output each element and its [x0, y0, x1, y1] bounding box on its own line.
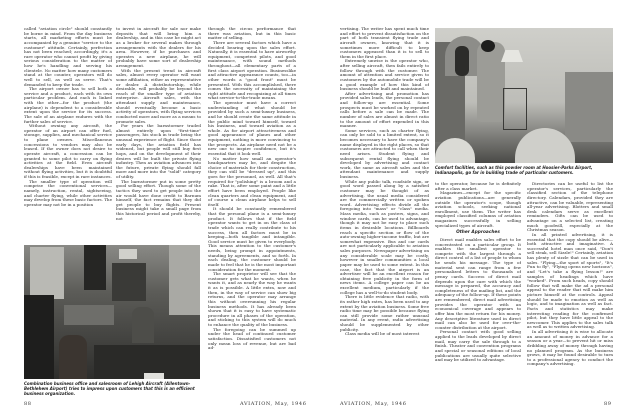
paragraph: Some services, such as charter flying, can only be sold to a limited extent, so it becomes necessary to have the company's name displayed in the right places, so that customers are attracted to call when their need arises. Student flying and subsequent rental flying should be developed by advertising and contact work, the same as aircraft sales and the attendant maintenance and supply business.: [340, 127, 429, 179]
office-photo: [24, 245, 200, 379]
paragraph: to the operator, because he is definitely after a class market.: [435, 182, 521, 191]
powder-room-photo-caption: Comfort facilities, such as this powder room at Hoosier-Parks Airport, Indianapolis, go far in building trade of particular customers.: [435, 165, 593, 175]
paragraph: In all advertising it is wise to allocate an amount of money in advance for a season or a year—to prevent hit or miss dribbling away of money through having no planned program. As the business grows, it may be found desirable to turn to a professional agency to conduct the company's advertising.: [527, 329, 613, 367]
paragraph: The smart proprietor will see that the customer gets what he wants, when he wants it, and as nearly the way he wants it as is possible. A little extra, now and then, in the way of service can show big returns, and the operator may arrange this without overrunning his regular business methods. It has already been shown that it is easy to have systematic procedure in all phases of the operation, and sticking to this system will do much to enhance the quality of the business.: [208, 271, 296, 327]
paragraph: It should be constantly remembered that the personal plane is a semi-luxury product. It follows that if the field operator wants to get in on the class of trade which can really contribute to his success, then all factors must be in keeping—both tangible and intangible. Good service must be given to everybody. This means attention to the customer's needs, being prompt in appointments, standing by agreements, and so forth. In each dealing, the customer should be made to feel that he is the most important consideration for the moment.: [208, 206, 296, 272]
right-page-number: 89: [604, 401, 612, 407]
paragraph: No matter how small an operator's headquarters may be, and despite the choice of materials for their construction, they can still be "dressed up", and this goes for the personnel, as well. All that's required for "polishing" is a broom and a rake. That is, after some paint and a little effort have been employed. People like clean quarters and clean equipment, and of course a clean airplane helps to sell itself.: [208, 155, 296, 207]
paragraph: While any public talk, roadside sign, or good word passed along by a satisfied customer may be thought of as advertising, the usual media considered are the commercially written or spoken word. Advertising effects divide all the foregoing into "mass" or "class" media. Mass media, such as posters, signs, and window cards, can be used to advantage, though it may not be easy to place such items in desirable locations. Billboards reach a specific section or flow of the auto-owning higher-income traffic, but are somewhat expensive. Bus and car cards are not particularly applicable to aviation sales purposes. Newspaper advertising on any considerable scale may be costly, however in smaller communities a local paper may be used to some extent. In this case, the fact that the airport is an advertiser will be an excellent reason for obtaining free publicity in the form of news items. A college paper can be an excellent medium, particularly if the college has a well-to-do student body.: [340, 178, 429, 295]
paragraph: For years the barnstormer traded almost entirely upon "first-time" passengers, his stock in trade being the unusual experience of flight. Since those early days, the aviation field has widened, but people will still buy first hops, and on the development of their desires will be built the private flying industry. Then as aviation advances into the future, private flying should fall more and more into the "solid" category of utility.: [116, 123, 201, 179]
left-column-2: [116, 27, 201, 239]
paragraph: The smaller type of operation will comprise the conventional services—namely, instruction, rental, sightseeing, and charter flying, while other activities may develop from these basic factors. The operator may not be in a position: [24, 178, 112, 207]
right-column-1: [340, 27, 429, 379]
paragraph: Direct mail enables sales effort to be concentrated on a particular group. It enables the smallest operator to compete with the largest through a direct control of a list of people to whom he sends his message. The type of material sent can range from a few personalized letters to thousands of penny cards. Success of direct mail depends upon the care with which the message is prepared, the accuracy and completeness of the mailing list, and the adequacy of the follow-up. If these points are remembered, direct mail advertising provides the operator with an economical coverage and appears to offer him the most return for his money. Any descriptive literature used in direct mail can also be used for over-the-counter distribution at the airport.: [435, 236, 521, 330]
subheading-other-approaches: Other Approaches: [456, 230, 500, 236]
office-photo-caption: Combination business office and salesroom of Lehigh Aircraft (Allentown-Bethlehem Airport) tries to impress upon customers that this is an efficient business organization.: [24, 381, 195, 396]
paragraph: The foregoing can be summed up under the head of continued customer satisfaction. Dissatisfied customers not only mean loss of revenue, but are bad ad-: [208, 326, 296, 351]
paragraph: There is little evidence that radio, with its rather high rates, has been used to any extent by the aviation business. Some free radio time may be possible because flying can still provide some rather unusual material. In any event, radio advertising should be supplemented by other publicity.: [340, 294, 429, 332]
paragraph: With the present trend in aircraft sales, almost every operator will want some affiliation, either as representative or dealer. A distributorship, while desirable, will probably be beyond the reach of the smaller type of aviation enterprise. Aircraft sales, with the attendant supply and maintenance, should eventually become a basic activity of operators, with flying services conducted more and more as a means to promote sales.: [116, 67, 201, 124]
paragraph: Directories can be useful to list the operator's services, particularly the classified section of the telephone directory. Calendars, provided they are attractive, can be valuable, representing all-year advertising. Blotters and small desk calendars serve as excellent reminders. Gifts can be used to advantage on a selected list, creating much goodwill, especially at the Christmas season.: [527, 182, 613, 233]
paragraph: Personal contact with good selling applied to the leads developed by direct mail, may carry the sale through to a finish. Theater and convention programs and special or seasonal editions of local publications are usually quite selective and may be utilized to advantage.: [435, 329, 521, 363]
right-column-3: [527, 182, 613, 379]
paragraph: There are several factors which have a decided bearing upon the sales effort. Naturally, it is essential to have airworthy equipment, competent pilots, and good maintenance, with sound methods throughout—all elementary parts of a first class airport operation. Businesslike and attractive appearance counts, too—in other words a "good front" must be presented. With this accomplished, there comes the necessity of maintaining the right attitude and recognizing at all times what service-to-the-trade means.: [208, 39, 296, 101]
left-column-1: [24, 27, 112, 239]
paragraph: Magazines—except for the specific aviation publications—are generally outside the operator's scope, though aviation schools, seeking national enrollment, use them. The writer has employed classified columns of aviation magazines successfully in selling specialized types of aircraft.: [435, 190, 521, 228]
paragraph: After advertising and promotion has provided sales leads, the personal contact and follow-up are essential. Some prospects must be worked on by repeated calls before a sale can be made. The number of sales are almost in direct ratio to the amount of effort expended in this manner.: [340, 90, 429, 129]
left-page-number: 88: [24, 401, 32, 407]
paragraph: through the circus performance that there was aviation, but in this basic matter of selling.: [208, 27, 296, 41]
right-running-foot: AVIATION, May, 1946: [340, 401, 407, 407]
paragraph: In all printed advertising, it is essential that the copy should be alive—both attractive and imaginative. A successful hotel man once said, "Don't sell steak, sell Sizzle!" Certainly, aviation has plenty of sizzle that can be used in sales. "Flying—the sport of sports", "It's Fun to fly", "Flying opens new horizons", and "Let's take a flying lesson!" are samples of headings which have "worked". From such heads, copy should follow that will make the ad a personal appeal to the reader that will make him picture himself at the controls. Appeal should be made to emotion as well as logic, and to imagination as well as fact. Facts and statistics may make interesting reading for the confirmed pilot, but they have little appeal to the newcomer. This applies to the sales talk as well as to written advertising.: [527, 231, 613, 330]
paragraph: Extremely unwise is the operator who, after selling aircraft, then fails entirely to follow through with the customer. The amount of attention and service given to customers by the automobile trade will be a good example of how this kind of business should be built and maintained.: [340, 58, 429, 92]
right-column-2: [435, 182, 521, 379]
powder-room-photo: [435, 28, 613, 163]
paragraph: The barnstormer put in some pretty good selling effort. Though some of the tactics they used to get people into the air would have done credit to Barnum himself, the fact remains that they did get people to buy flights. Present business might take a small page from this historical period and profit thereby, not: [116, 178, 201, 221]
paragraph: Without owning any aircraft, the operator of an airport can offer fuel, storage, supplies, and mechanical service to plane owners. Miscellaneous concessions to vendors may also be leased. If the owner does not desire to operate aircraft, a concession can be granted to some pilot to carry on flying activities at the field. Even aircraft dealerships have been maintained without flying activities, but it is doubtful if this is feasible, except in rare instances.: [24, 123, 112, 179]
left-column-3: [208, 27, 296, 379]
paragraph: called "aviation circle" should constantly be borne in mind. From the day business starts, all marketing efforts must be accompanied by a genuine "service to the customer" attitude. Certainly, perfection has not been reached; accordingly, it's a rare operator who cannot profit by giving serious consideration to the matter of how he's handling and serving his clientele. No matter how many customers stand at the counter, operators will do well to sell, as well as serve. That's demanded to keep the trade.: [24, 27, 112, 87]
paragraph: vertising. The writer has spent much time and effort to prevent dissatisfaction on the part of both transient flying trade and aircraft owners, knowing that it is sometimes more difficult to keep customers appeased than it is to sell to them in the first place.: [340, 27, 429, 59]
left-running-foot: AVIATION, May, 1946: [240, 401, 307, 407]
paragraph: The airport owner has to sell both a service and a product, each with its own particular problem. And each is linked with the other—for the product (the airplane) is dependent to a considerable extent upon the service for its success. The sale of an airplane endures with the further sales of service.: [24, 86, 112, 124]
paragraph: The operator must have a correct understanding of what should be provided by such a semi-luxury business, and he should create the same attitude in the public mind toward himself, toward his business, and toward aviation as a whole. As for airport attractiveness and good appearance of planes and other equipment, nothing is more convincing to the prospects. An airplane need not be a new one to inspire confidence, but it's essential that it look well.: [208, 100, 296, 156]
paragraph: Class media will be of most interest: [345, 331, 420, 337]
paragraph: to invest in aircraft for sale nor make deposits that will bring him a dealership, and in this case he might act as a broker for several makes through arrangements with the dealers for his area. However, if he purchases and operates a new airplane, he will probably have some sort of dealership arrangement.: [116, 27, 201, 68]
